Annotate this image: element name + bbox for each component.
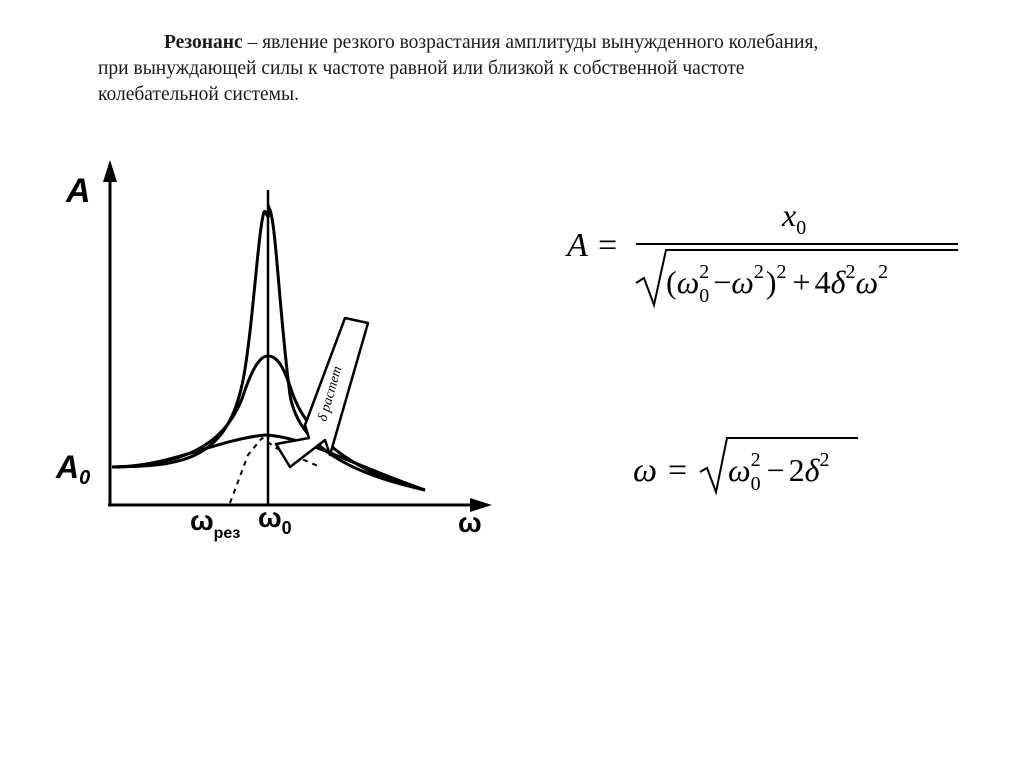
definition-line-2: при вынуждающей силы к частоте равной или близкой к собственной частоте bbox=[98, 58, 745, 79]
a0-label-main: A bbox=[56, 449, 80, 485]
f2-lhs: ω bbox=[633, 452, 658, 489]
resonance-frequency-formula bbox=[633, 438, 858, 495]
f1-num-sub: 0 bbox=[796, 217, 807, 239]
f2-sub0: 0 bbox=[750, 473, 761, 495]
f2-minus: − bbox=[766, 452, 785, 488]
omega0-main: ω bbox=[258, 502, 282, 533]
amplitude-axis-label: A bbox=[66, 172, 91, 210]
f1-omega-c: ω bbox=[855, 264, 879, 300]
f1-numerator bbox=[781, 197, 806, 239]
omega-res-main: ω bbox=[190, 505, 214, 536]
f1-minus: − bbox=[713, 264, 732, 300]
f1-close: ) bbox=[765, 264, 777, 300]
f2-omega: ω bbox=[728, 452, 751, 488]
f2-delta: δ bbox=[804, 452, 820, 488]
omega0-sub: 0 bbox=[281, 518, 292, 538]
omega0-label bbox=[258, 502, 292, 538]
f2-sup-a: 2 bbox=[750, 449, 761, 471]
f1-equals: = bbox=[598, 227, 618, 264]
f1-sub0: 0 bbox=[699, 285, 710, 307]
f1-open: ( bbox=[666, 264, 677, 300]
f2-sup-b: 2 bbox=[819, 449, 830, 471]
a0-label-sub: 0 bbox=[79, 467, 91, 489]
f2-equals: = bbox=[668, 452, 688, 489]
f1-four: 4 bbox=[814, 264, 831, 300]
delta-grows-label: δ растет bbox=[315, 364, 346, 424]
f1-omega-b: ω bbox=[731, 264, 754, 300]
a0-label bbox=[55, 449, 90, 489]
omega-axis-label: ω bbox=[458, 507, 482, 538]
definition-dash: – bbox=[242, 32, 263, 53]
omega-res-sub: рез bbox=[213, 525, 241, 542]
f1-sup-d: 2 bbox=[845, 261, 856, 283]
f1-delta: δ bbox=[830, 264, 846, 300]
amplitude-formula bbox=[565, 197, 958, 307]
f2-radicand bbox=[728, 449, 830, 495]
f1-sup-a: 2 bbox=[699, 261, 710, 283]
f1-plus: + bbox=[792, 264, 811, 300]
f1-omega-a: ω bbox=[676, 264, 700, 300]
definition-line-1: явление резкого возрастания амплитуды вынужденного колебания, bbox=[262, 32, 819, 53]
f2-two: 2 bbox=[788, 452, 805, 488]
f1-sup-b: 2 bbox=[753, 261, 764, 283]
f1-num-var: x bbox=[782, 197, 797, 233]
definition-line-3: колебательной системы. bbox=[98, 84, 299, 105]
f1-lhs: A bbox=[567, 227, 588, 264]
y-axis-arrow bbox=[103, 160, 117, 182]
f1-sup-c: 2 bbox=[776, 261, 787, 283]
omega-res-label bbox=[190, 505, 240, 542]
f1-denominator bbox=[666, 261, 888, 307]
f1-sup-e: 2 bbox=[878, 261, 889, 283]
term-resonance: Резонанс bbox=[164, 32, 243, 53]
